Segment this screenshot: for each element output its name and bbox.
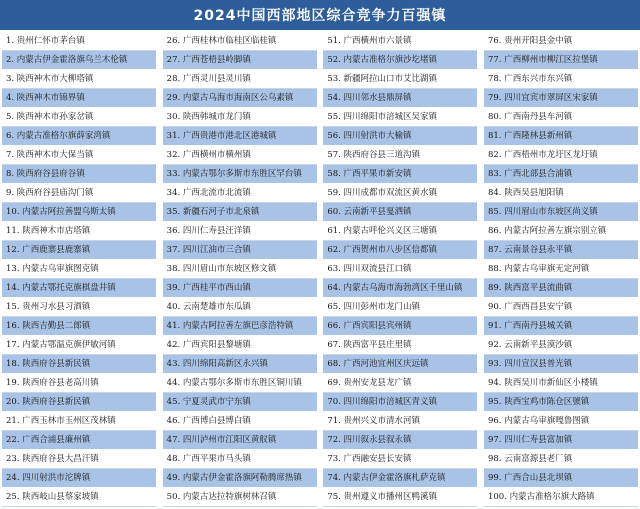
table-cell: 31. 广西贵港市港北区港城镇 bbox=[163, 127, 317, 146]
table-cell: 25. 陕西岐山县蔡家坡镇 bbox=[2, 488, 156, 507]
table-cell: 71. 贵州兴义市清水河镇 bbox=[323, 412, 477, 431]
table-cell: 60. 云南新平县戛洒镇 bbox=[323, 203, 477, 222]
table-cell: 78. 广西东兴市东兴镇 bbox=[484, 70, 638, 89]
table-cell: 94. 陕西吴川市新仙区小楼镇 bbox=[484, 374, 638, 393]
table-cell: 15. 贵州习水县习酒镇 bbox=[2, 298, 156, 317]
table-cell: 54. 四川邻水县鼎屏镇 bbox=[323, 89, 477, 108]
table-cell: 35. 新疆石河子市北泉镇 bbox=[163, 203, 317, 222]
table-cell: 65. 四川彭州市龙门山镇 bbox=[323, 298, 477, 317]
table-cell: 33. 内蒙古鄂尔多斯市东胜区罕台镇 bbox=[163, 165, 317, 184]
table-cell: 64. 内蒙古乌海市海勃湾区千里山镇 bbox=[323, 279, 477, 298]
table-cell: 42. 广西宾阳县黎塘镇 bbox=[163, 336, 317, 355]
table-cell: 49. 内蒙古伊金霍洛旗阿勒腾席热镇 bbox=[163, 469, 317, 488]
table-cell: 22. 广西合浦县廉州镇 bbox=[2, 431, 156, 450]
table-cell: 100. 内蒙古准格尔旗大路镇 bbox=[484, 488, 638, 507]
table-cell: 18. 陕西府谷县新民镇 bbox=[2, 355, 156, 374]
table-cell: 36. 四川仁寿县汪洋镇 bbox=[163, 222, 317, 241]
table-cell: 53. 新疆阿拉山口市艾比湖镇 bbox=[323, 70, 477, 89]
table-cell: 86. 内蒙古阿拉善左旗宗别立镇 bbox=[484, 222, 638, 241]
table-cell: 47. 四川泸州市江阳区黄舣镇 bbox=[163, 431, 317, 450]
table-cell: 57. 陕西府谷县三道沟镇 bbox=[323, 146, 477, 165]
table-cell: 77. 广西柳州市柳江区拉堡镇 bbox=[484, 51, 638, 70]
table-column-2 bbox=[163, 32, 317, 507]
table-cell: 69. 贵州安龙县龙广镇 bbox=[323, 374, 477, 393]
table-cell: 2. 内蒙古伊金霍洛旗乌兰木伦镇 bbox=[2, 51, 156, 70]
table-cell: 43. 四川绵阳高新区永兴镇 bbox=[163, 355, 317, 374]
table-cell: 38. 四川眉山市东坡区修文镇 bbox=[163, 260, 317, 279]
table-cell: 75. 贵州遵义市播州区鸭溪镇 bbox=[323, 488, 477, 507]
table-cell: 66. 广西宾阳县宾州镇 bbox=[323, 317, 477, 336]
table-cell: 96. 内蒙古乌审旗嘎鲁图镇 bbox=[484, 412, 638, 431]
table-cell: 6. 内蒙古准格尔旗薛家湾镇 bbox=[2, 127, 156, 146]
table-cell: 87. 云南景谷县永平镇 bbox=[484, 241, 638, 260]
table-cell: 72. 四川叙永县叙永镇 bbox=[323, 431, 477, 450]
table-cell: 92. 云南新平县漠沙镇 bbox=[484, 336, 638, 355]
table-cell: 84. 陕西吴县旭阳镇 bbox=[484, 184, 638, 203]
table-cell: 27. 广西苍梧县岭脚镇 bbox=[163, 51, 317, 70]
table-cell: 51. 广西横州市六景镇 bbox=[323, 32, 477, 51]
table-cell: 11. 陕西神木市店塔镇 bbox=[2, 222, 156, 241]
table-cell: 82. 广西梧州市龙圩区龙圩镇 bbox=[484, 146, 638, 165]
table-cell: 74. 内蒙古伊金霍洛旗札萨克镇 bbox=[323, 469, 477, 488]
table-cell: 63. 四川双流县江口镇 bbox=[323, 260, 477, 279]
table-cell: 83. 广西北部县合浦镇 bbox=[484, 165, 638, 184]
table-cell: 61. 内蒙古呼伦兴义区三塘镇 bbox=[323, 222, 477, 241]
table-cell: 39. 广西桂平市西山镇 bbox=[163, 279, 317, 298]
table-cell: 97. 四川仁寿县富加镇 bbox=[484, 431, 638, 450]
table-cell: 7. 陕西神木市大保当镇 bbox=[2, 146, 156, 165]
table-cell: 10. 内蒙古阿拉善盟乌斯太镇 bbox=[2, 203, 156, 222]
table-cell: 62. 广西贺州市八步区信都镇 bbox=[323, 241, 477, 260]
table-cell: 98. 云南富源县老厂镇 bbox=[484, 450, 638, 469]
table-cell: 32. 广西横州市横州镇 bbox=[163, 146, 317, 165]
table-cell: 85. 四川眉山市东坡区尚义镇 bbox=[484, 203, 638, 222]
table-cell: 45. 宁夏灵武市宁东镇 bbox=[163, 393, 317, 412]
table-cell: 23. 陕西府谷县大昌汗镇 bbox=[2, 450, 156, 469]
table-cell: 17. 内蒙古鄂温克旗伊敏河镇 bbox=[2, 336, 156, 355]
table-cell: 99. 广西合山县北坝镇 bbox=[484, 469, 638, 488]
table-cell: 8. 陕西府谷县府谷镇 bbox=[2, 165, 156, 184]
table-cell: 80. 广西南丹县车河镇 bbox=[484, 108, 638, 127]
table-cell: 46. 广西博白县博白镇 bbox=[163, 412, 317, 431]
table-cell: 30. 陕西韩城市龙门镇 bbox=[163, 108, 317, 127]
table-cell: 16. 陕西吉勤县二郎镇 bbox=[2, 317, 156, 336]
table-cell: 95. 陕西宝鸡市陈仓区號镇 bbox=[484, 393, 638, 412]
table-cell: 34. 广西北流市北流镇 bbox=[163, 184, 317, 203]
table-column-3 bbox=[323, 32, 477, 507]
table-cell: 12. 广西鹿寨县鹿寨镇 bbox=[2, 241, 156, 260]
table-cell: 37. 四川江油市三合镇 bbox=[163, 241, 317, 260]
table-cell: 29. 内蒙古乌海市海南区公乌素镇 bbox=[163, 89, 317, 108]
table-cell: 73. 广西融安县长安镇 bbox=[323, 450, 477, 469]
table-cell: 52. 内蒙古准格尔旗沙圪堵镇 bbox=[323, 51, 477, 70]
table-cell: 28. 广西灵川县灵川镇 bbox=[163, 70, 317, 89]
table-cell: 4. 陕西神木市锦界镇 bbox=[2, 89, 156, 108]
table-cell: 55. 四川绵阳市涪城区吴家镇 bbox=[323, 108, 477, 127]
table-cell: 5. 陕西神木市孙家岔镇 bbox=[2, 108, 156, 127]
table-cell: 89. 陕西富平县流曲镇 bbox=[484, 279, 638, 298]
table-cell: 81. 广西隆林县新州镇 bbox=[484, 127, 638, 146]
table-cell: 40. 云南楚雄市东瓜镇 bbox=[163, 298, 317, 317]
table-column-1 bbox=[2, 32, 156, 507]
table-cell: 14. 内蒙古鄂托克旗棋盘井镇 bbox=[2, 279, 156, 298]
table-cell: 13. 内蒙古乌审旗图克镇 bbox=[2, 260, 156, 279]
table-cell: 1. 贵州仁怀市茅台镇 bbox=[2, 32, 156, 51]
table-cell: 9. 陕西府谷县庙沟门镇 bbox=[2, 184, 156, 203]
table-cell: 59. 四川成都市双流区黄水镇 bbox=[323, 184, 477, 203]
table-cell: 3. 陕西神木市大柳塔镇 bbox=[2, 70, 156, 89]
table-cell: 70. 四川绵阳市涪城区青义镇 bbox=[323, 393, 477, 412]
table-cell: 50. 内蒙古达拉特旗树林召镇 bbox=[163, 488, 317, 507]
table-cell: 68. 广西河池宜州区庆远镇 bbox=[323, 355, 477, 374]
table-cell: 56. 四川射洪市大榆镇 bbox=[323, 127, 477, 146]
table-cell: 58. 广西平果市新安镇 bbox=[323, 165, 477, 184]
table-cell: 26. 广西桂林市临桂区临桂镇 bbox=[163, 32, 317, 51]
table-cell: 20. 陕西府谷县新民镇 bbox=[2, 393, 156, 412]
page-title: 2024中国西部地区综合竞争力百强镇 bbox=[0, 0, 640, 30]
table-cell: 41. 内蒙古阿拉善左旗巴彦浩特镇 bbox=[163, 317, 317, 336]
table-cell: 90. 广西西昌县安宁镇 bbox=[484, 298, 638, 317]
table-cell: 24. 四川射洪市沱牌镇 bbox=[2, 469, 156, 488]
table-cell: 79. 四川宜宾市翠屏区宋家镇 bbox=[484, 89, 638, 108]
table-cell: 76. 贵州开阳县金中镇 bbox=[484, 32, 638, 51]
table-column-4 bbox=[484, 32, 638, 507]
ranking-table bbox=[2, 32, 638, 507]
table-cell: 48. 广西平果市马头镇 bbox=[163, 450, 317, 469]
table-cell: 93. 四川宣汉县普光镇 bbox=[484, 355, 638, 374]
table-cell: 44. 内蒙古鄂尔多斯市东胜区铜川镇 bbox=[163, 374, 317, 393]
table-cell: 67. 陕西富平县庄里镇 bbox=[323, 336, 477, 355]
table-cell: 19. 陕西府谷县老高川镇 bbox=[2, 374, 156, 393]
table-cell: 88. 内蒙古乌审旗无定河镇 bbox=[484, 260, 638, 279]
table-cell: 21. 广西玉林市玉州区茂林镇 bbox=[2, 412, 156, 431]
table-cell: 91. 广西南丹县城关镇 bbox=[484, 317, 638, 336]
